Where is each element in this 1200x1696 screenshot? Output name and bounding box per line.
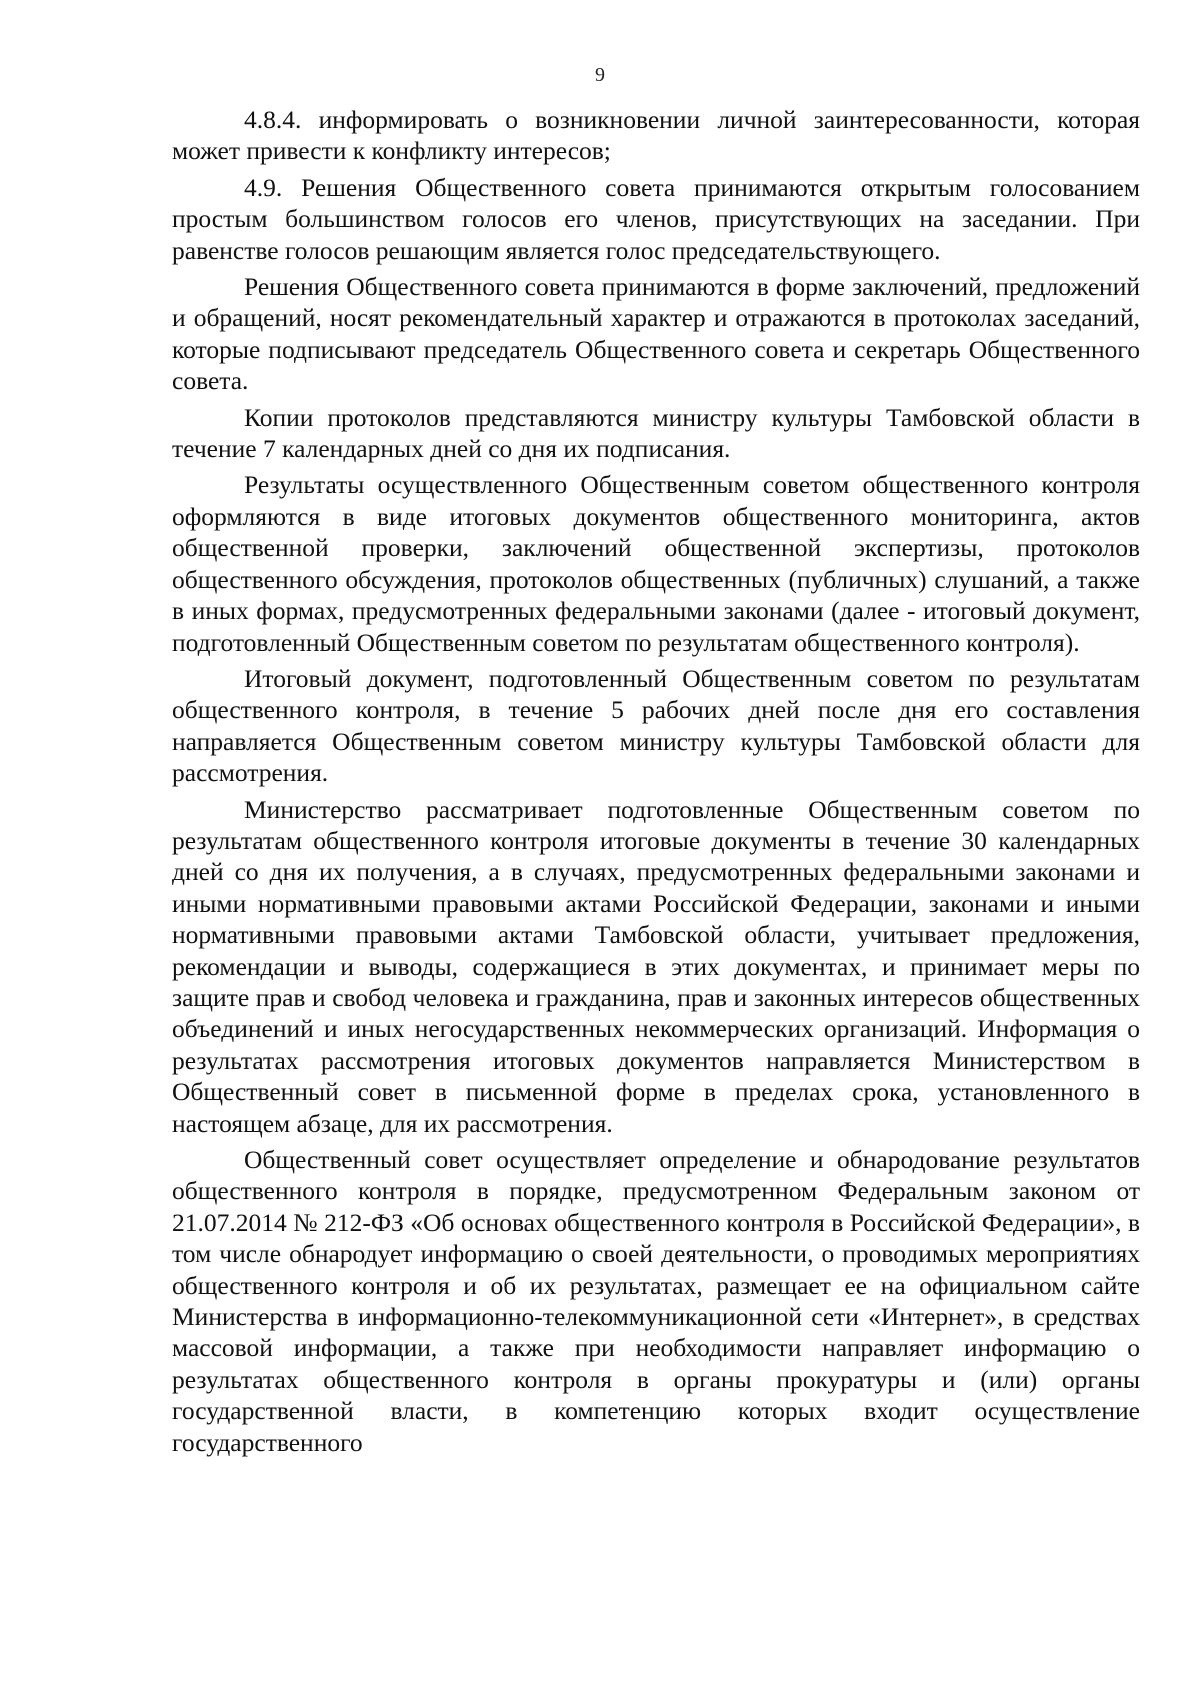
document-body <box>172 104 1140 1458</box>
paragraph-4-8-4: 4.8.4. информировать о возникновении личной заинтересованности, которая может привести к конфликту интересов; <box>172 105 1140 166</box>
paragraph-final-document: Итоговый документ, подготовленный Общественным советом по результатам общественного контроля, в течение 5 рабочих дней после дня его составления направляется Общественным советом министру культуры Тамбовской области для рассмотрения. <box>172 663 1140 788</box>
page-number: 9 <box>595 64 605 86</box>
paragraph-ministry-review: Министерство рассматривает подготовленные Общественным советом по результатам общественного контроля итоговые документы в течение 30 календарных дней со дня их получения, а в случаях, предусмотренных федеральными законами и иными нормативными правовыми актами Российской Федерации, законами и иными нормативными правовыми актами Тамбовской области, учитывает предложения, рекомендации и выводы, содержащиеся в этих документах, и принимает меры по защите прав и свобод человека и гражданина, прав и законных интересов общественных объединений и иных негосударственных некоммерческих организаций. Информация о результатах рассмотрения итоговых документов направляется Министерством в Общественный совет в письменной форме в пределах срока, установленного в настоящем абзаце, для их рассмотрения. <box>172 794 1140 1138</box>
paragraph-publication: Общественный совет осуществляет определение и обнародование результатов общественного контроля в порядке, предусмотренном Федеральным законом от 21.07.2014 № 212-ФЗ «Об основах общественного контроля в Российской Федерации», в том числе обнародует информацию о своей деятельности, о проводимых мероприятиях общественного контроля и об их результатах, размещает ее на официальном сайте Министерства в информационно-телекоммуникационной сети «Интернет», в средствах массовой информации, а также при необходимости направляет информацию о результатах общественного контроля в органы прокуратуры и (или) органы государственной власти, в компетенцию которых входит осуществление государственного <box>172 1145 1140 1457</box>
paragraph-protocol-copies: Копии протоколов представляются министру культуры Тамбовской области в течение 7 календарных дней со дня их подписания. <box>172 402 1140 464</box>
paragraph-decisions-form: Решения Общественного совета принимаются в форме заключений, предложений и обращений, носят рекомендательный характер и отражаются в протоколах заседаний, которые подписывают председатель Общественного совета и секретарь Общественного совета. <box>172 272 1140 396</box>
paragraph-4-9: 4.9. Решения Общественного совета принимаются открытым голосованием простым большинством голосов его членов, присутствующих на заседании. При равенстве голосов решающим является голос председательствующего. <box>172 172 1140 265</box>
paragraph-control-results: Результаты осуществленного Общественным советом общественного контроля оформляются в виде итоговых документов общественного мониторинга, актов общественной проверки, заключений общественной экспертизы, протоколов общественного обсуждения, протоколов общественных (публичных) слушаний, а также в иных формах, предусмотренных федеральными законами (далее - итоговый документ, подготовленный Общественным советом по результатам общественного контроля). <box>172 470 1140 657</box>
